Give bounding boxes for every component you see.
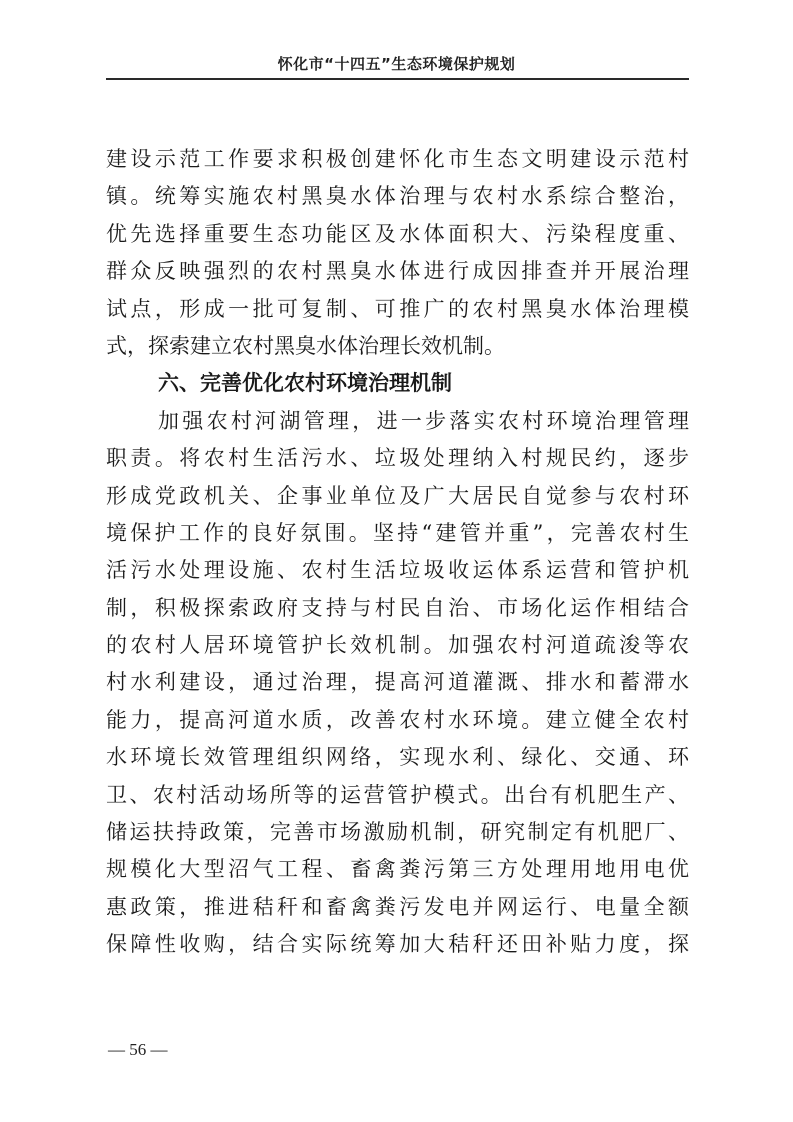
text-line: 保障性收购，结合实际统筹加大秸秆还田补贴力度，探 xyxy=(106,932,689,957)
text-line: 制，积极探索政府支持与村民自治、市场化运作相结合 xyxy=(106,595,689,620)
section-heading: 六、完善优化农村环境治理机制 xyxy=(158,371,452,396)
text-line: 活污水处理设施、农村生活垃圾收运体系运营和管护机 xyxy=(106,558,689,583)
text-line: 形成党政机关、企事业单位及广大居民自觉参与农村环 xyxy=(106,483,689,508)
text-line: 群众反映强烈的农村黑臭水体进行成因排查并开展治理 xyxy=(106,259,689,284)
document-body xyxy=(106,141,689,964)
header-divider xyxy=(106,78,689,80)
text-line: 建设示范工作要求积极创建怀化市生态文明建设示范村 xyxy=(106,147,689,171)
text-line: 试点，形成一批可复制、可推广的农村黑臭水体治理模 xyxy=(106,296,689,321)
text-line: 境保护工作的良好氛围。坚持“建管并重”，完善农村生 xyxy=(106,520,689,545)
text-line: 卫、农村活动场所等的运营管护模式。出台有机肥生产、 xyxy=(106,782,689,807)
text-line: 水环境长效管理组织网络，实现水利、绿化、交通、环 xyxy=(106,745,689,770)
running-header-title: 怀化市“十四五”生态环境保护规划 xyxy=(277,55,516,73)
text-line: 加强农村河湖管理，进一步落实农村环境治理管理 xyxy=(158,408,689,433)
text-line: 村水利建设，通过治理，提高河道灌溉、排水和蓄滞水 xyxy=(106,670,689,695)
text-line: 式，探索建立农村黑臭水体治理长效机制。 xyxy=(106,333,505,358)
text-line: 惠政策，推进秸秆和畜禽粪污发电并网运行、电量全额 xyxy=(106,894,689,919)
text-line: 职责。将农村生活污水、垃圾处理纳入村规民约，逐步 xyxy=(106,446,689,471)
page-number: — 56 — xyxy=(108,1040,168,1059)
text-line: 规模化大型沼气工程、畜禽粪污第三方处理用地用电优 xyxy=(106,857,689,882)
text-line: 镇。统筹实施农村黑臭水体治理与农村水系综合整治， xyxy=(106,184,689,209)
text-line: 的农村人居环境管护长效机制。加强农村河道疏浚等农 xyxy=(106,633,689,658)
text-line: 储运扶持政策，完善市场激励机制，研究制定有机肥厂、 xyxy=(106,820,689,845)
text-line: 能力，提高河道水质，改善农村水环境。建立健全农村 xyxy=(106,707,689,732)
text-line: 优先选择重要生态功能区及水体面积大、污染程度重、 xyxy=(106,221,689,246)
